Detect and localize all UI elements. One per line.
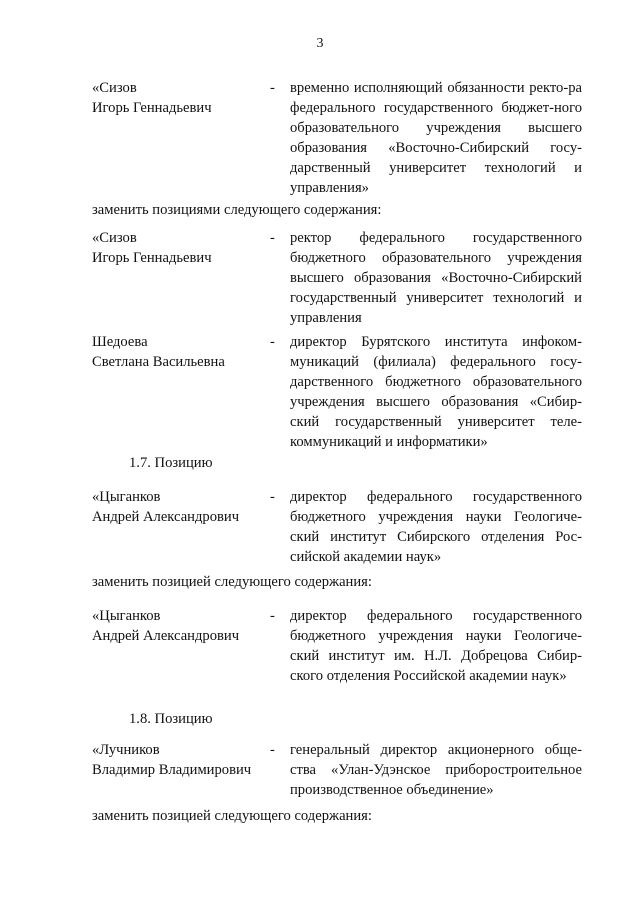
position-description: временно исполняющий обязанности ректо-ра федерального государственного бюджет-ного образовательного учреждения высшего образования «Восточно-Сибирский госу-дарственный университет технологий и управления» [290,80,582,196]
position-description: ректор федерального государственного бюджетного образовательного учреждения высшего образования «Восточно-Сибирский государственный университет технологий и управления [290,230,582,326]
separator-dash: - [270,608,275,624]
separator-dash: - [270,230,275,246]
person-name: «Цыганков Андрей Александрович [92,489,240,525]
person-name: Шедоева Светлана Васильевна [92,334,225,370]
section-heading-1-8: 1.8. Позицию [129,711,213,727]
person-name: «Лучников Владимир Владимирович [92,742,252,778]
separator-dash: - [270,80,275,96]
person-name: «Сизов Игорь Геннадьевич [92,230,212,266]
separator-dash: - [270,334,275,350]
section-heading-1-7: 1.7. Позицию [129,455,213,471]
replace-instruction-3: заменить позицией следующего содержания: [92,808,372,824]
separator-dash: - [270,489,275,505]
person-name: «Цыганков Андрей Александрович [92,608,240,644]
replace-instruction-2: заменить позицией следующего содержания: [92,574,372,590]
person-name: «Сизов Игорь Геннадьевич [92,80,212,116]
position-description: директор федерального государственного бюджетного учреждения науки Геологиче-ский институт Сибирского отделения Рос-сийской академии наук» [290,489,582,565]
position-description: директор федерального государственного бюджетного учреждения науки Геологиче-ский институт им. Н.Л. Добрецова Сибир-ского отделения Российской академии наук» [290,608,582,684]
position-description: директор Бурятского института инфоком-муникаций (филиала) федерального госу-дарственного бюджетного образовательного учреждения высшего образования «Сибир-ский государственный университет теле-коммуникаций и информатики» [290,334,582,450]
separator-dash: - [270,742,275,758]
replace-instruction-1: заменить позициями следующего содержания: [92,202,382,218]
position-description: генеральный директор акционерного обще-ства «Улан-Удэнское приборостроительное производственное объединение» [290,742,582,798]
page-number: 3 [316,36,324,51]
